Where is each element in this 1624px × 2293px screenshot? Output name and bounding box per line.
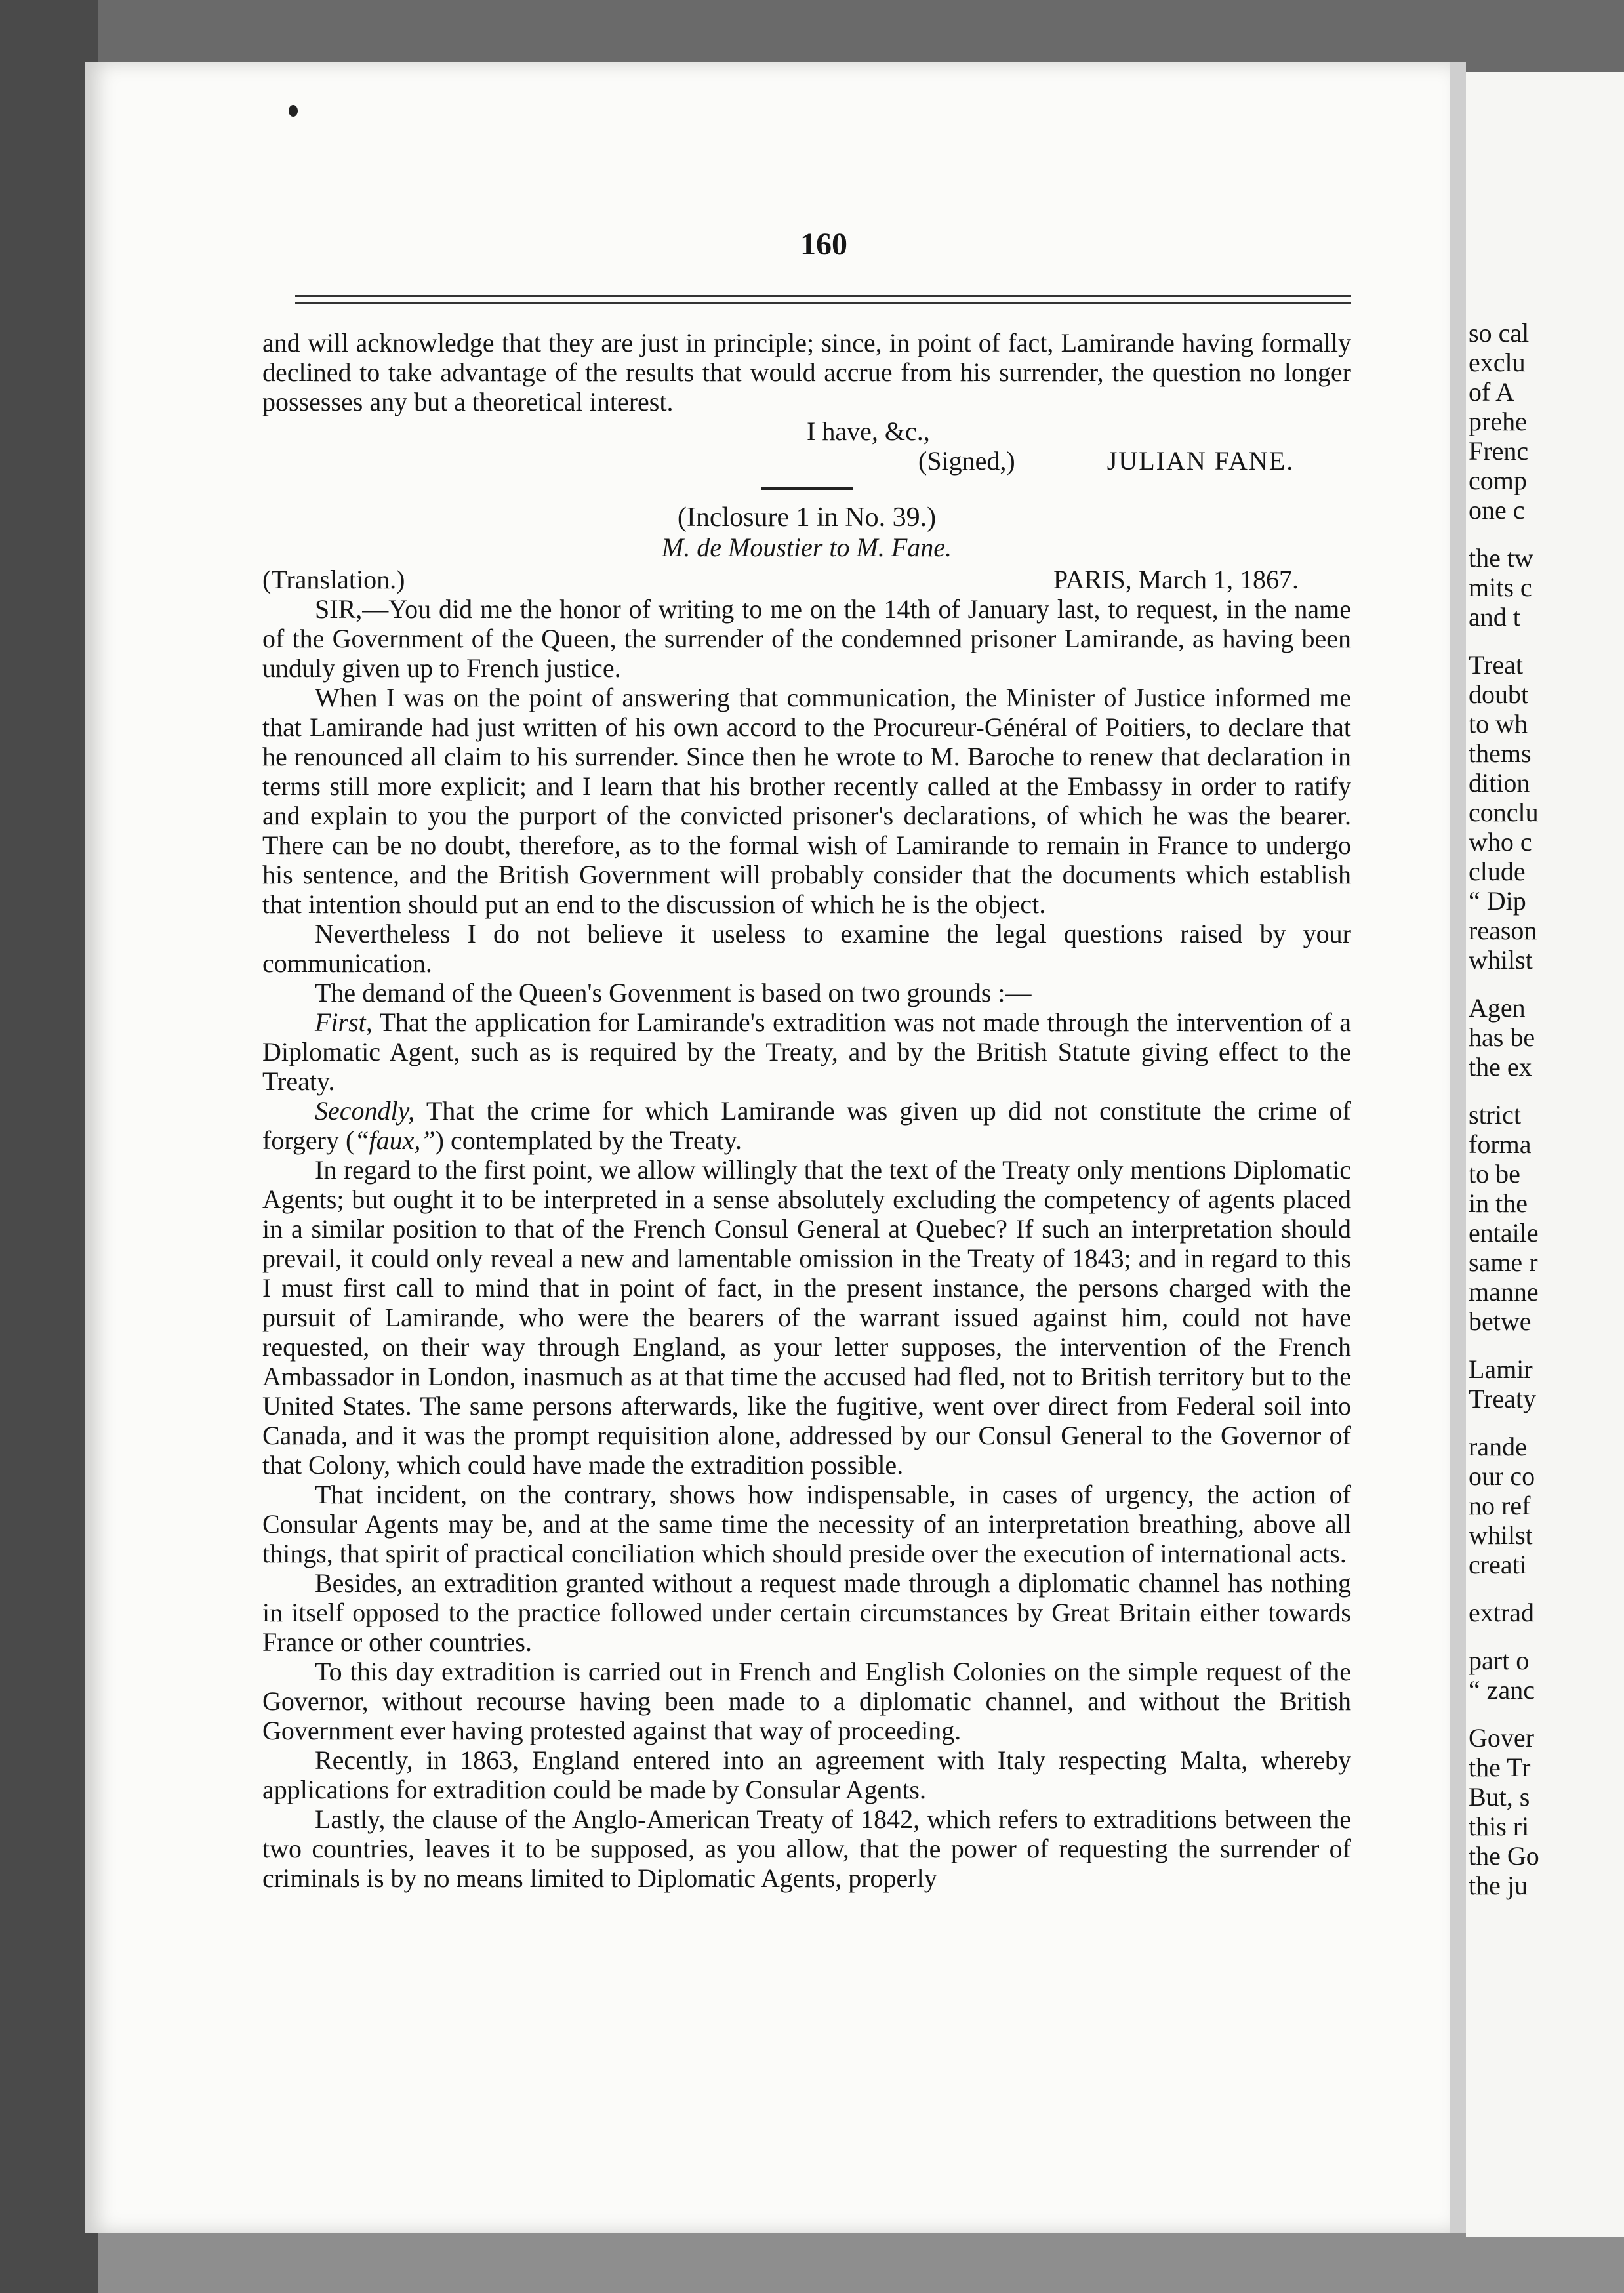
facing-page-line: forma [1469,1129,1532,1159]
sign-off: I have, &c., [807,416,930,446]
facing-page-line: whilst [1469,1520,1533,1550]
first-text: That the application for Lamirande's extradition was not made through the intervention of a Diplomatic Agent, such as is required by the Treaty, and by the British Statute giving effect to the Treaty. [262,1007,1351,1096]
facing-page-line: the ex [1469,1052,1532,1082]
facing-page-line: the ju [1469,1871,1528,1900]
facing-page-line: comp [1469,466,1527,495]
second-text-b: ) contemplated by the Treaty. [435,1126,742,1155]
facing-page-line: whilst [1469,945,1533,975]
header-rule-bottom [295,302,1351,304]
facing-page-line: to wh [1469,709,1528,739]
inclosure-heading: (Inclosure 1 in No. 39.) [677,502,937,533]
facing-page-line: Lamir [1469,1354,1533,1384]
facing-page-fragment [1466,72,1624,2237]
facing-page-line: “ zanc [1469,1675,1535,1705]
translation-date-line [262,565,1351,594]
facing-page-line: who c [1469,827,1532,857]
faux-term: “faux,” [354,1126,436,1155]
facing-page-line: and t [1469,602,1520,632]
facing-page-line: part o [1469,1646,1530,1675]
paragraph-1 [262,594,1351,683]
letter-body [262,328,1351,1893]
facing-page-line: mits c [1469,573,1532,602]
scan-left-edge [0,0,98,2293]
facing-page-line: to be [1469,1159,1520,1188]
facing-page-line: conclu [1469,798,1539,827]
date: March 1, 1867. [1138,565,1299,594]
paragraph-7: Besides, an extradition granted without a request made through a diplomatic channel has nothing in itself opposed to the practice followed under certain circumstances by Great Britain either towards France or other countries. [262,1568,1351,1657]
facing-page-line: our co [1469,1461,1535,1491]
facing-page-line: creati [1469,1550,1527,1579]
place-date [1053,565,1299,594]
facing-page-line: Gover [1469,1723,1534,1753]
ink-mark [289,105,298,117]
translation-label: (Translation.) [262,565,405,594]
second-label: Secondly, [315,1096,415,1126]
facing-page-line: doubt [1469,680,1529,709]
facing-page-line: of A [1469,377,1514,407]
facing-page-line: the Tr [1469,1753,1531,1782]
place: PARIS, [1053,565,1132,594]
opening-paragraph: and will acknowledge that they are just in principle; since, in point of fact, Lamirande having formally declined to take advantage of the results that would accrue from his surrender, the question no longer possesses any but a theoretical interest. [262,328,1351,416]
facing-page-line: manne [1469,1277,1539,1307]
facing-page-line: Treaty [1469,1384,1536,1413]
paragraph-2: When I was on the point of answering that communication, the Minister of Justice informed me that Lamirande had just written of his own accord to the Procureur-Général of Poitiers, to declare that he renounced all claim to his surrender. Since then he wrote to M. Baroche to renew that declaration in terms still more explicit; and I learn that his brother recently called at the Embassy in order to ratify and explain to you the purport of the convicted prisoner's declarations, of which he was the bearer. There can be no doubt, therefore, as to the formal wish of Lamirande to remain in France to undergo his sentence, and the British Government will probably consider that the documents which establish that intention should put an end to the discussion of which he is the object. [262,683,1351,919]
facing-page-line: has be [1469,1023,1535,1052]
facing-page-line: “ Dip [1469,886,1526,916]
page-number: 160 [800,227,847,262]
facing-page-line: prehe [1469,407,1527,436]
paragraph-3: Nevertheless I do not believe it useless to examine the legal questions raised by your communication. [262,919,1351,978]
book-gutter [1450,62,1466,2233]
facing-page-line: same r [1469,1248,1538,1277]
facing-page-line: in the [1469,1188,1528,1218]
signer-name: JULIAN FANE. [1106,446,1295,476]
paragraph-6: That incident, on the contrary, shows how indispensable, in cases of urgency, the action of Consular Agents may be, and at the same time the necessity of an interpretation breathing, above all things, that spirit of practical conciliation which should preside over the execution of international acts. [262,1480,1351,1568]
paragraph-5: In regard to the first point, we allow willingly that the text of the Treaty only mentions Diplomatic Agents; but ought it to be interpreted in a sense absolutely excluding the competency of agents placed in a similar position to that of the French Consul General at Quebec? If such an interpretation should prevail, it could only reveal a new and lamentable omission in the Treaty of 1843; and in regard to this I must first call to mind that in point of fact, in the present instance, the persons charged with the pursuit of Lamirande, who were the bearers of the warrant issued against him, could not have requested, on their way through England, as your letter supposes, the intervention of the French Ambassador in London, inasmuch as at that time the accused had fled, not to British territory but to the United States. The same persons afterwards, like the fugitive, went over direct from Federal soil into Canada, and it was the prompt requisition alone, addressed by our Consul General to the Governor of that Colony, which could have made the extradition possible. [262,1155,1351,1480]
section-divider [761,487,853,490]
facing-page-line: reason [1469,916,1537,945]
paragraph-10: Lastly, the clause of the Anglo-American Treaty of 1842, which refers to extraditions between the two countries, leaves it to be supposed, as you allow, that the power of requesting the surrender of criminals is by no means limited to Diplomatic Agents, properly [262,1804,1351,1893]
facing-page-line: dition [1469,768,1530,798]
header-rule-top [295,295,1351,297]
paragraph-1-text: —You did me the honor of writing to me on the 14th of January last, to request, in the name of the Government of the Queen, the surrender of the condemned prisoner Lamirande, as having been unduly given up to French justice. [262,594,1351,683]
paragraph-4: The demand of the Queen's Govenment is based on two grounds :— [315,978,1032,1007]
first-label: First, [315,1007,373,1037]
ground-first [262,1007,1351,1096]
paragraph-9: Recently, in 1863, England entered into an agreement with Italy respecting Malta, whereby applications for extradition could be made by Consular Agents. [262,1745,1351,1804]
correspondents-line: M. de Moustier to M. Fane. [661,533,952,562]
facing-page-line: Agen [1469,993,1526,1023]
facing-page-line: exclu [1469,348,1526,377]
facing-page-line: entaile [1469,1218,1539,1248]
facing-page-line: no ref [1469,1491,1531,1520]
facing-page-line: Frenc [1469,436,1529,466]
facing-page-line: one c [1469,495,1525,525]
facing-page-line: the Go [1469,1841,1539,1871]
ground-second [262,1096,1351,1155]
facing-page-line: this ri [1469,1812,1530,1841]
signature-line [918,446,1351,476]
salutation: SIR, [315,594,363,624]
signed-label: (Signed,) [918,446,1015,476]
facing-page-line: extrad [1469,1598,1534,1627]
facing-page-line: Treat [1469,650,1523,680]
facing-page-line: so cal [1469,318,1530,348]
facing-page-line: betwe [1469,1307,1532,1336]
facing-page-line: But, s [1469,1782,1530,1812]
facing-page-line: strict [1469,1100,1521,1129]
facing-page-line: thems [1469,739,1532,768]
facing-page-line: the tw [1469,543,1533,573]
facing-page-line: clude [1469,857,1526,886]
paragraph-8: To this day extradition is carried out in French and English Colonies on the simple request of the Governor, without recourse having been made to a diplomatic channel, and without the British Government ever having protested against that way of proceeding. [262,1657,1351,1745]
facing-page-line: rande [1469,1432,1527,1461]
second-text-a: That the crime for which Lamirande was given up did not constitute the crime of forgery ( [262,1096,1351,1155]
